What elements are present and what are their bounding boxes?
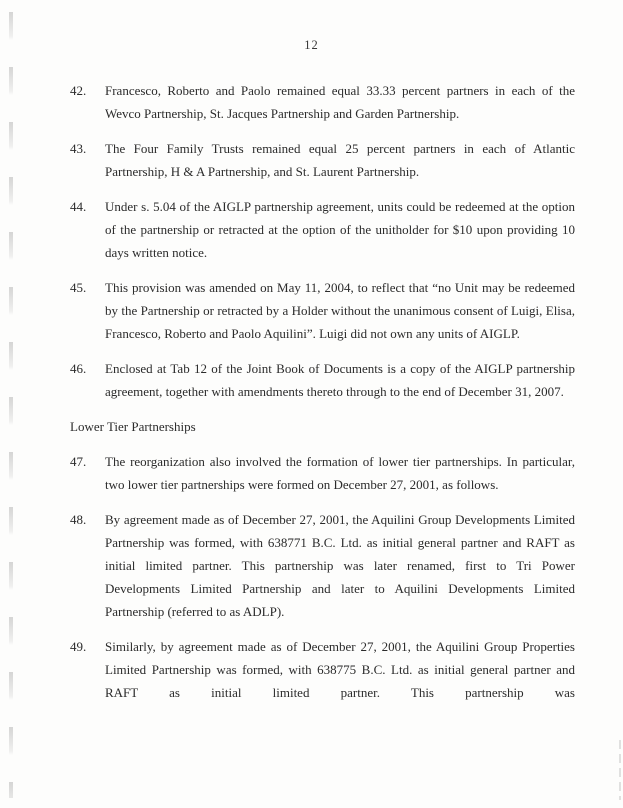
paragraph-text: The Four Family Trusts remained equal 25 percent partners in each of Atlantic Partnership, H & A Partnership, and St. Laurent Partnership. [105, 141, 575, 179]
page-number: 12 [304, 38, 319, 52]
paragraph-number: 47. [70, 454, 87, 469]
scan-artifact-right-edge [619, 740, 621, 800]
paragraph-number: 46. [70, 361, 87, 376]
paragraph-number: 43. [70, 141, 87, 156]
paragraph-number: 44. [70, 199, 87, 214]
paragraph-45 [70, 276, 575, 345]
paragraph-number: 45. [70, 280, 87, 295]
paragraph-number: 42. [70, 83, 87, 98]
paragraph-text: By agreement made as of December 27, 2001, the Aquilini Group Developments Limited Partnership was formed, with 638771 B.C. Ltd. as initial general partner and RAFT as initial limited partner. This partnership was later renamed, first to Tri Power Developments Limited Partnership and later to Aquilini Developments Limited Partnership (referred to as ADLP). [105, 512, 575, 619]
paragraph-text: Similarly, by agreement made as of December 27, 2001, the Aquilini Group Properties Limited Partnership was formed, with 638775 B.C. Ltd. as initial general partner and RAFT as initial limited partner. This partnership was [105, 639, 575, 700]
section-heading-lower-tier-partnerships: Lower Tier Partnerships [70, 419, 196, 434]
paragraph-text: This provision was amended on May 11, 2004, to reflect that “no Unit may be redeemed by the Partnership or retracted by a Holder without the unanimous consent of Luigi, Elisa, Francesco, Roberto and Paolo Aquilini”. Luigi did not own any units of AIGLP. [105, 280, 575, 341]
paragraph-42 [70, 79, 575, 125]
paragraph-48 [70, 508, 575, 623]
paragraph-46 [70, 357, 575, 403]
paragraph-44 [70, 195, 575, 264]
paragraph-43 [70, 137, 575, 183]
document-body [0, 53, 623, 704]
paragraph-text: Enclosed at Tab 12 of the Joint Book of Documents is a copy of the AIGLP partnership agreement, together with amendments thereto through to the end of December 31, 2007. [105, 361, 575, 399]
paragraph-text: Under s. 5.04 of the AIGLP partnership agreement, units could be redeemed at the option of the partnership or retracted at the option of the unitholder for $10 upon providing 10 days written notice. [105, 199, 575, 260]
paragraph-text: The reorganization also involved the formation of lower tier partnerships. In particular, two lower tier partnerships were formed on December 27, 2001, as follows. [105, 454, 575, 492]
paragraph-text: Francesco, Roberto and Paolo remained equal 33.33 percent partners in each of the Wevco Partnership, St. Jacques Partnership and Garden Partnership. [105, 83, 575, 121]
paragraph-47 [70, 450, 575, 496]
paragraph-number: 49. [70, 639, 87, 654]
paragraph-49 [70, 635, 575, 704]
paragraph-number: 48. [70, 512, 87, 527]
